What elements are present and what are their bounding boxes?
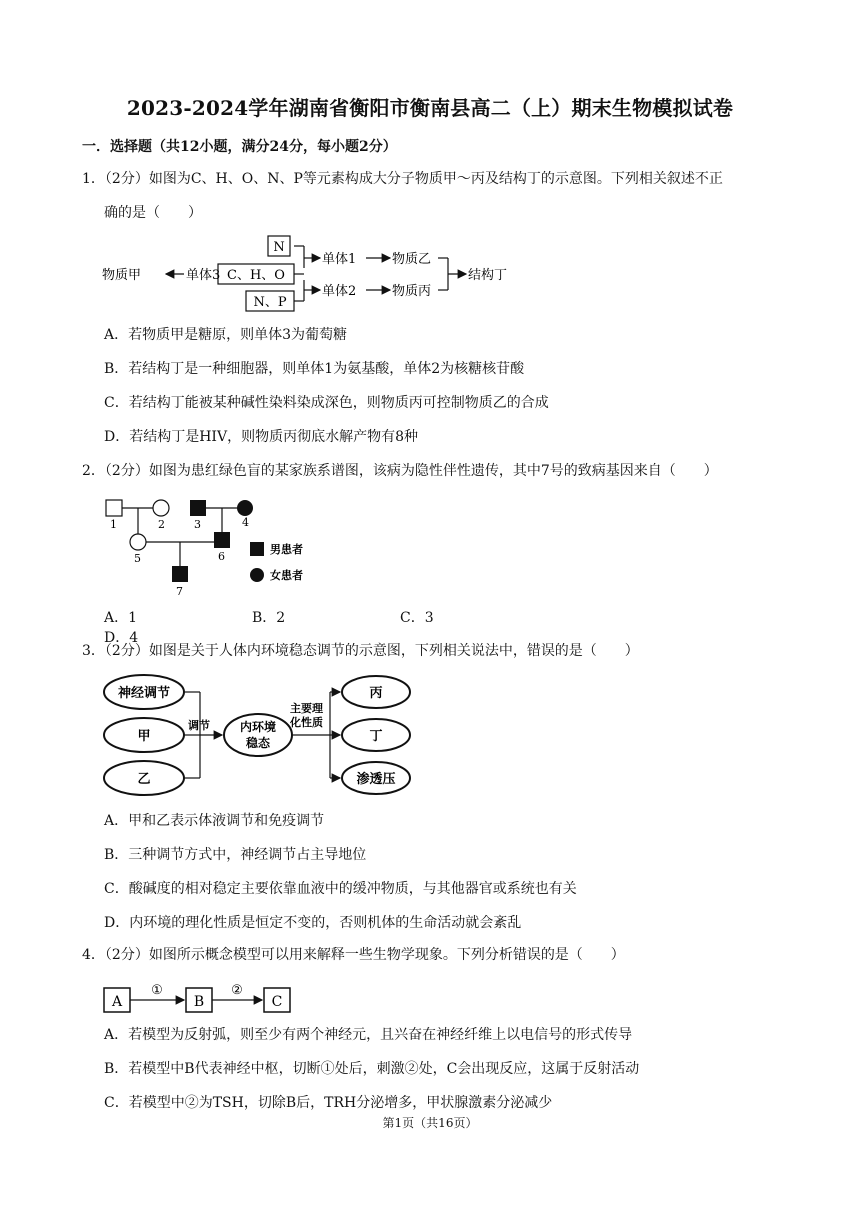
label-4: 4 <box>242 516 249 529</box>
box-a-label: A <box>111 994 123 1010</box>
question-3-stem: 3．（2分）如图是关于人体内环境稳态调节的示意图，下列相关说法中，错误的是（ ） <box>82 643 639 659</box>
question-3-diagram <box>100 672 420 806</box>
question-3-option-a: A．甲和乙表示体液调节和免疫调节 <box>104 813 325 829</box>
question-1-option-a: A．若物质甲是糖原，则单体3为葡萄糖 <box>104 327 348 343</box>
step-1-label: ① <box>151 983 163 998</box>
question-3-option-b: B．三种调节方式中，神经调节占主导地位 <box>104 847 367 863</box>
main-property-label-2: 化性质 <box>290 716 323 729</box>
element-cho-label: C、H、O <box>227 268 285 283</box>
element-n-label: N <box>273 240 285 255</box>
internal-env-label-1: 内环境 <box>239 720 277 734</box>
legend-female-affected-label: 女患者 <box>270 569 303 582</box>
question-1-option-d: D．若结构丁是HIV，则物质丙彻底水解产物有8种 <box>104 429 418 445</box>
legend-male-affected-label: 男患者 <box>270 543 303 556</box>
legend-male-affected-symbol <box>250 542 264 556</box>
substance-yi-label: 物质乙 <box>392 252 432 267</box>
individual-2-female <box>153 500 169 516</box>
individual-7-male-affected <box>172 566 188 582</box>
question-4-option-a: A．若模型为反射弧，则至少有两个神经元，且兴奋在神经纤维上以电信号的形式传导 <box>104 1027 633 1043</box>
bing-label: 丙 <box>369 686 383 701</box>
question-4-option-b: B．若模型中B代表神经中枢，切断①处后，刺激②处，C会出现反应，这属于反射活动 <box>104 1061 640 1077</box>
monomer-2-label: 单体2 <box>322 284 357 299</box>
box-b-label: B <box>193 994 205 1010</box>
label-2: 2 <box>158 518 165 531</box>
internal-env-label-2: 稳态 <box>245 736 271 750</box>
label-3: 3 <box>194 518 201 531</box>
label-7: 7 <box>176 585 183 598</box>
label-1: 1 <box>110 518 117 531</box>
osmotic-pressure-label: 渗透压 <box>356 772 396 787</box>
question-4-diagram <box>100 974 300 1018</box>
individual-6-male-affected <box>214 532 230 548</box>
individual-1-male <box>106 500 122 516</box>
label-6: 6 <box>218 550 225 563</box>
question-1-stem-cont: 确的是（ ） <box>104 205 202 221</box>
neural-regulation-label: 神经调节 <box>117 686 171 701</box>
substance-bing-label: 物质丙 <box>392 284 432 299</box>
question-1-stem: 1．（2分）如图为C、H、O、N、P等元素构成大分子物质甲～丙及结构丁的示意图。下列相关叙述不正 <box>82 171 723 187</box>
question-4-stem: 4．（2分）如图所示概念模型可以用来解释一些生物学现象。下列分析错误的是（ ） <box>82 947 625 963</box>
element-np-label: N、P <box>253 295 287 310</box>
label-5: 5 <box>134 552 141 565</box>
substance-jia-label: 物质甲 <box>102 268 142 283</box>
question-4-option-c: C．若模型中②为TSH，切除B后，TRH分泌增多，甲状腺激素分泌减少 <box>104 1095 553 1111</box>
individual-4-female-affected <box>237 500 253 516</box>
legend-female-affected-symbol <box>250 568 264 582</box>
individual-3-male-affected <box>190 500 206 516</box>
question-2-option-c: C．3 <box>400 610 434 626</box>
question-2-stem: 2．（2分）如图为患红绿色盲的某家族系谱图，该病为隐性伴性遗传，其中7号的致病基因来自（ ） <box>82 463 718 479</box>
page-footer: 第1页（共16页） <box>382 1116 478 1130</box>
jia-label: 甲 <box>137 729 151 744</box>
question-2-option-d: D．4 <box>104 630 139 646</box>
question-1-option-c: C．若结构丁能被某种碱性染料染成深色，则物质丙可控制物质乙的合成 <box>104 395 549 411</box>
question-2-pedigree <box>100 492 360 598</box>
individual-5-female <box>130 534 146 550</box>
box-c-label: C <box>271 994 283 1010</box>
question-3-option-d: D．内环境的理化性质是恒定不变的，否则机体的生命活动就会紊乱 <box>104 915 522 931</box>
ding-label: 丁 <box>369 729 383 744</box>
yi-label: 乙 <box>137 772 151 787</box>
monomer-3-label: 单体3 <box>186 268 221 283</box>
step-2-label: ② <box>231 983 243 998</box>
structure-ding-label: 结构丁 <box>468 268 508 283</box>
question-2-option-a: A．1 <box>104 610 138 626</box>
question-2-option-b: B．2 <box>252 610 286 626</box>
page-title: 2023-2024学年湖南省衡阳市衡南县高二（上）期末生物模拟试卷 <box>126 96 734 120</box>
section-heading: 一．选择题（共12小题，满分24分，每小题2分） <box>82 139 397 155</box>
question-1-diagram <box>100 230 540 316</box>
monomer-1-label: 单体1 <box>322 252 357 267</box>
regulate-label: 调节 <box>188 719 210 732</box>
question-3-option-c: C．酸碱度的相对稳定主要依靠血液中的缓冲物质，与其他器官或系统也有关 <box>104 881 577 897</box>
main-property-label-1: 主要理 <box>290 702 323 715</box>
question-1-option-b: B．若结构丁是一种细胞器，则单体1为氨基酸，单体2为核糖核苷酸 <box>104 361 525 377</box>
